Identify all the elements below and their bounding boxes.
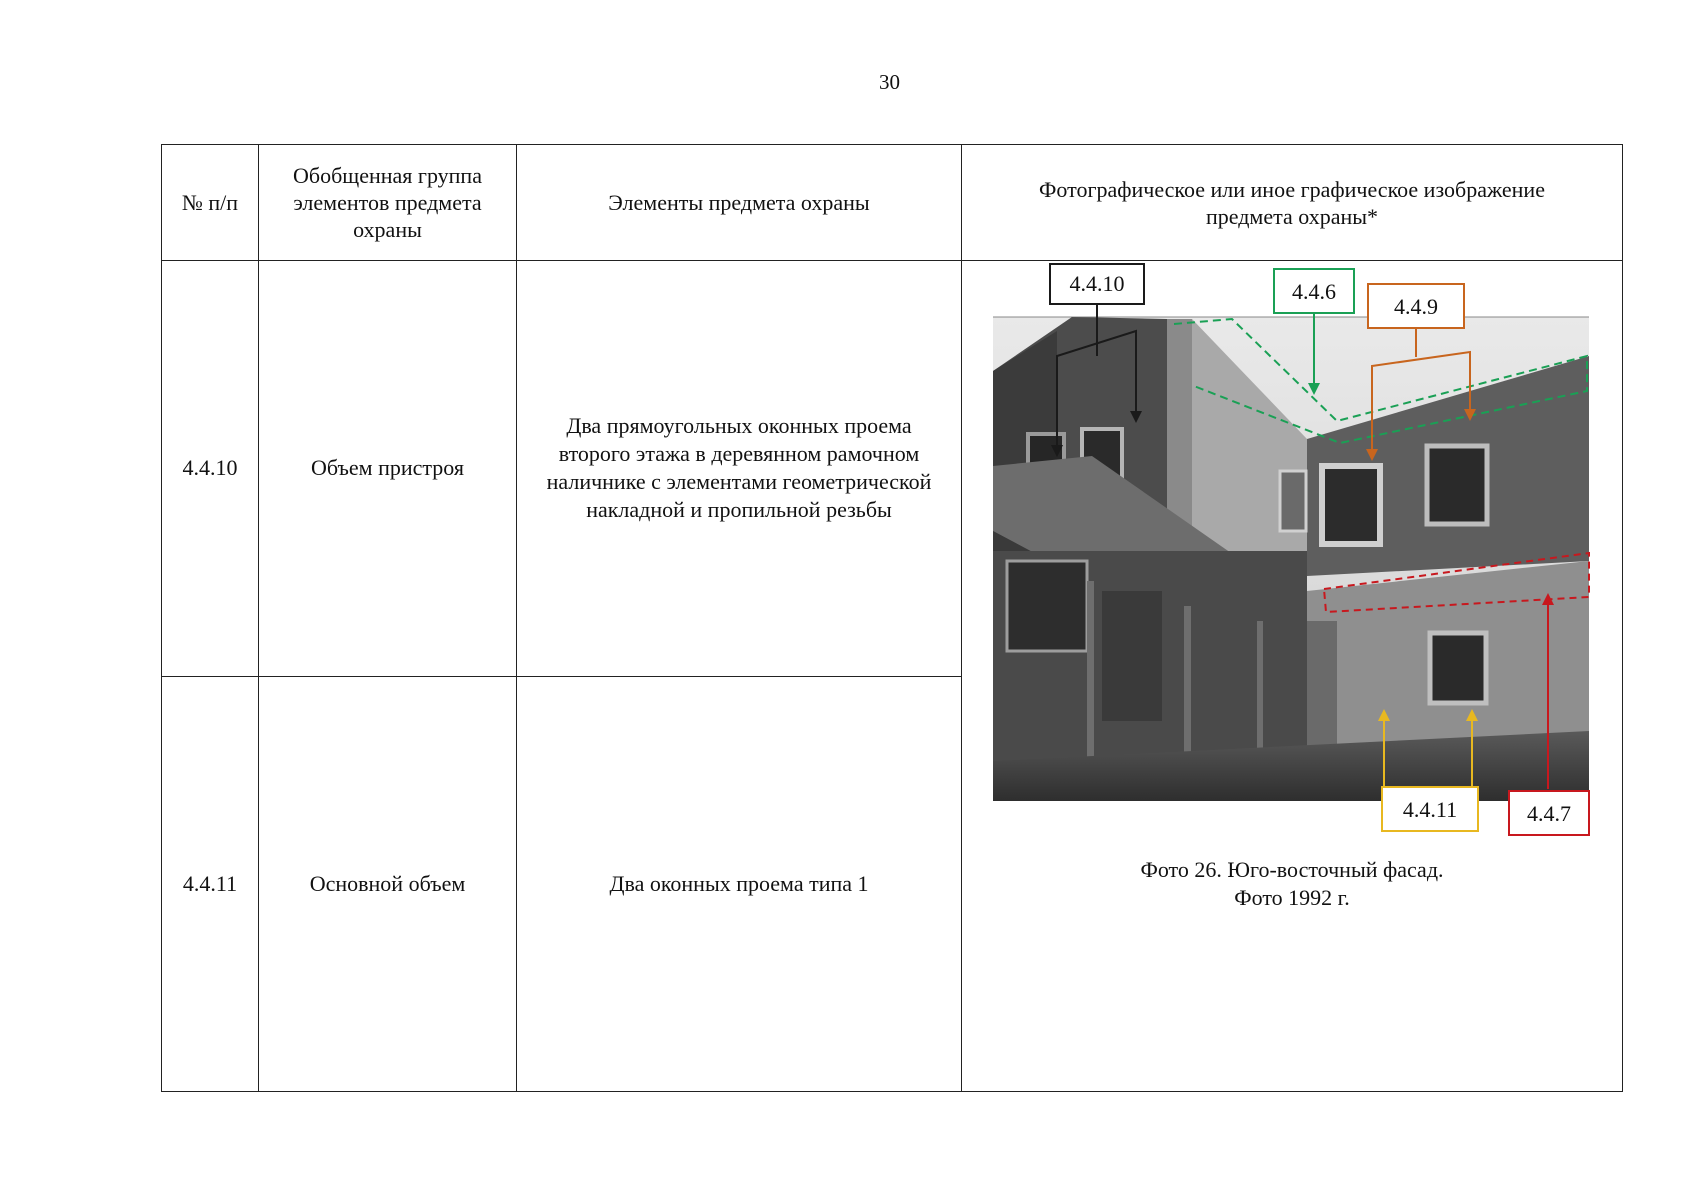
row-number: 4.4.11 [162, 676, 259, 1092]
callout-label: 4.4.11 [1402, 797, 1458, 822]
caption-line-2: Фото 1992 г. [1234, 885, 1350, 910]
row-group: Объем пристроя [259, 261, 517, 677]
page-number: 30 [879, 70, 900, 94]
callout-label: 4.4.6 [1292, 279, 1336, 304]
table-row [162, 261, 1623, 677]
header-number: № п/п [162, 145, 259, 261]
callout-label: 4.4.10 [1069, 271, 1125, 296]
photo-cell [962, 261, 1623, 1092]
row-elements: Два оконных проема типа 1 [517, 676, 962, 1092]
photo-figure [962, 261, 1622, 1091]
photo-image [993, 317, 1589, 801]
row-group: Основной объем [259, 676, 517, 1092]
facade-photo [962, 261, 1622, 1091]
protection-table [161, 144, 1623, 1092]
caption-line-1: Фото 26. Юго-восточный фасад. [1140, 857, 1444, 882]
callout-label: 4.4.9 [1394, 294, 1438, 319]
header-group: Обобщенная группа элементов предмета охраны [259, 145, 517, 261]
row-number: 4.4.10 [162, 261, 259, 677]
photo-caption [962, 856, 1622, 912]
table-header-row [162, 145, 1623, 261]
row-elements: Два прямоугольных оконных проема второго этажа в деревянном рамочном наличнике с элементами геометрической накладной и пропильной резьбы [517, 261, 962, 677]
header-photo: Фотографическое или иное графическое изображение предмета охраны* [962, 145, 1623, 261]
header-elements: Элементы предмета охраны [517, 145, 962, 261]
callout-label: 4.4.7 [1527, 801, 1571, 826]
